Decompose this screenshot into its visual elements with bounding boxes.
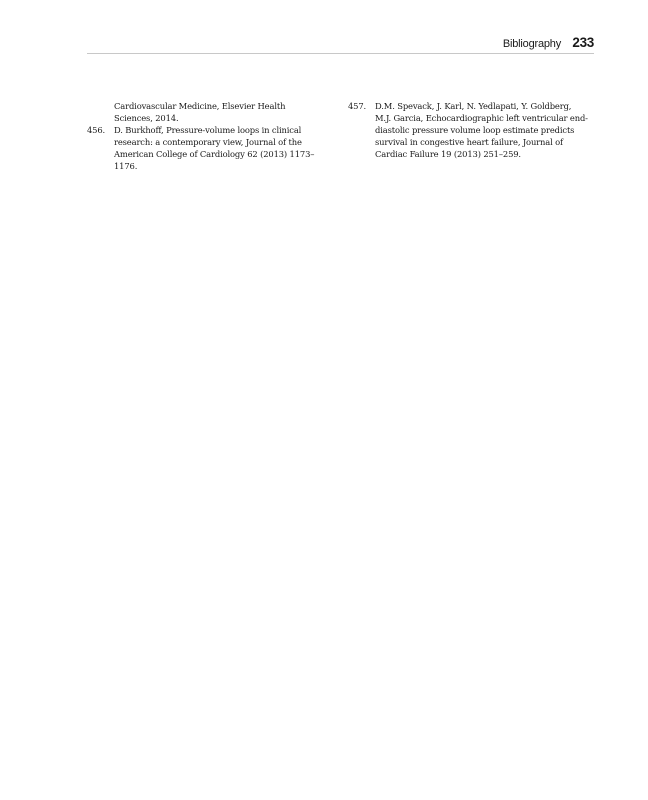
reference-456 [87, 124, 317, 172]
reference-text: D. Burkhoff, Pressure-volume loops in clinical research: a contemporary view, Journal of the American College of Cardiology 62 (2013) 1173–1176. [114, 125, 315, 171]
reference-number: 457. [348, 101, 367, 111]
running-header [87, 36, 594, 54]
section-title: Bibliography [502, 38, 561, 50]
reference-457 [348, 100, 588, 160]
right-column [348, 100, 588, 160]
page-number: 233 [572, 35, 594, 50]
reference-continuation-text: Cardiovascular Medicine, Elsevier Health Sciences, 2014. [114, 101, 286, 123]
reference-continuation [87, 100, 317, 124]
reference-number: 456. [87, 125, 106, 135]
left-column [87, 100, 317, 172]
reference-text: D.M. Spevack, J. Karl, N. Yedlapati, Y. Goldberg, M.J. Garcia, Echocardiographic left ventricular end-diastolic pressure volume loop estimate predicts survival in congestive heart failure, Journal of Cardiac Failure 19 (2013) 251–259. [375, 101, 588, 159]
